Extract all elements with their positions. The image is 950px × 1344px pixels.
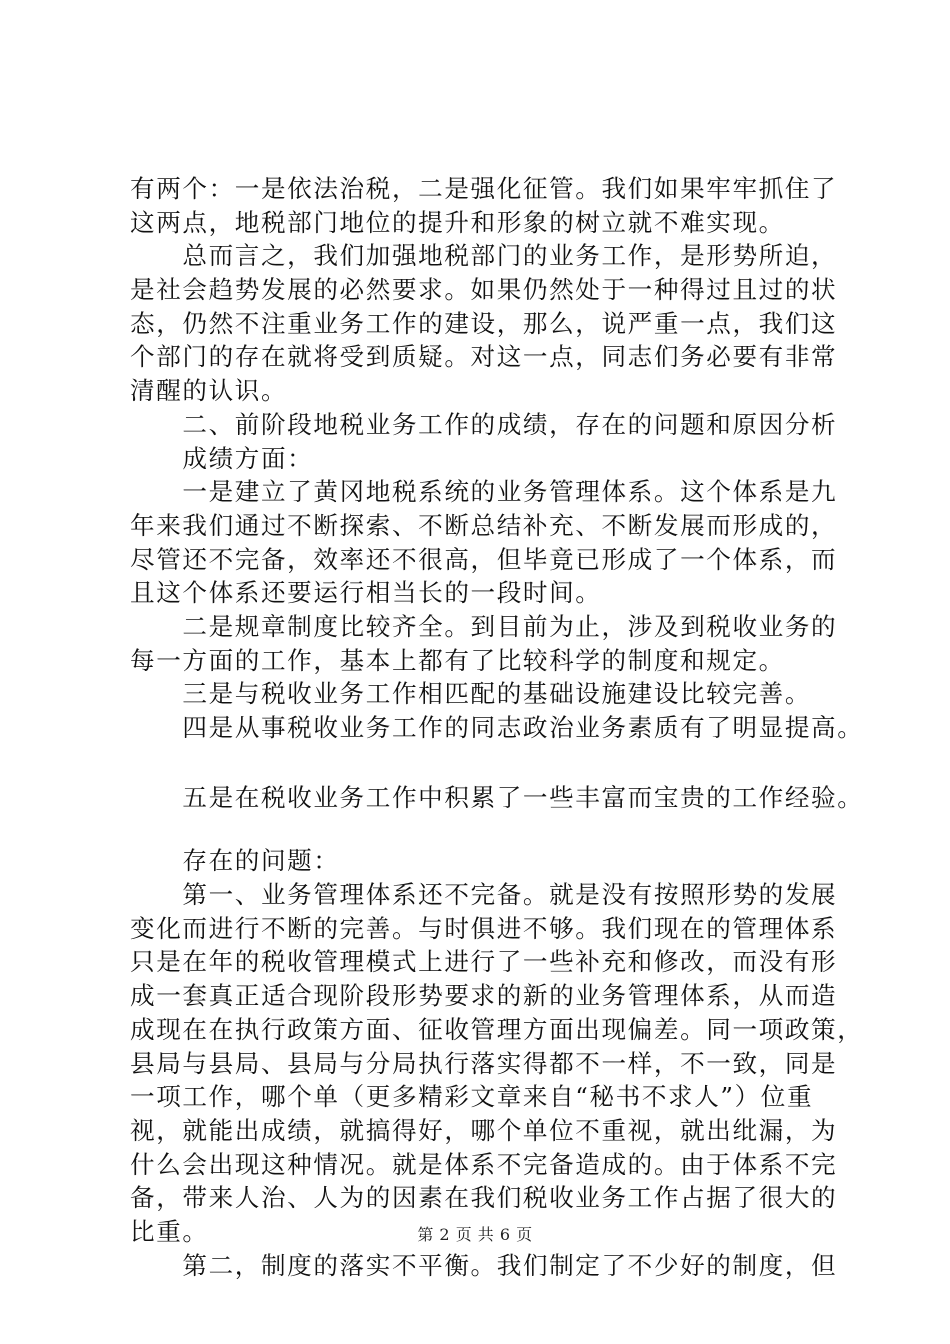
- text-line: 只是在年的税收管理模式上进行了一些补充和修改，而没有形: [130, 947, 838, 977]
- text-line: 县局与县局、县局与分局执行落实得都不一样，不一致，同是: [130, 1048, 838, 1078]
- text-line: 备，带来人治、人为的因素在我们税收业务工作占据了很大的: [130, 1183, 838, 1213]
- text-line: 个部门的存在就将受到质疑。对这一点，同志们务必要有非常: [130, 342, 838, 372]
- text-line: 第二，制度的落实不平衡。我们制定了不少好的制度，但: [130, 1250, 838, 1280]
- text-line: 比重。: [130, 1216, 209, 1246]
- text-line: 什么会出现这种情况。就是体系不完备造成的。由于体系不完: [130, 1149, 838, 1179]
- text-line: 三是与税收业务工作相匹配的基础设施建设比较完善。: [130, 679, 812, 709]
- text-line: 每一方面的工作，基本上都有了比较科学的制度和规定。: [130, 645, 785, 675]
- text-line: 尽管还不完备，效率还不很高，但毕竟已形成了一个体系，而: [130, 544, 838, 574]
- text-line: 这两点，地税部门地位的提升和形象的树立就不难实现。: [130, 207, 785, 237]
- text-line: 有两个：一是依法治税，二是强化征管。我们如果牢牢抓住了: [130, 174, 838, 203]
- text-line: 且这个体系还要运行相当长的一段时间。: [130, 578, 602, 608]
- text-line: 一是建立了黄冈地税系统的业务管理体系。这个体系是九: [130, 477, 838, 507]
- text-line: 是社会趋势发展的必然要求。如果仍然处于一种得过且过的状: [130, 275, 838, 305]
- text-line: 态，仍然不注重业务工作的建设，那么，说严重一点，我们这: [130, 308, 838, 338]
- text-line: 四是从事税收业务工作的同志政治业务素质有了明显提高。: [130, 713, 864, 742]
- text-line: 第一、业务管理体系还不完备。就是没有按照形势的发展: [130, 880, 838, 910]
- text-line: 二是规章制度比较齐全。到目前为止，涉及到税收业务的: [130, 611, 838, 641]
- subsection-label: 成绩方面：: [130, 443, 314, 473]
- text-line: 年来我们通过不断探索、不断总结补充、不断发展而形成的，: [130, 510, 838, 540]
- text-line: 五是在税收业务工作中积累了一些丰富而宝贵的工作经验。: [130, 782, 864, 812]
- text-line: 成一套真正适合现阶段形势要求的新的业务管理体系，从而造: [130, 981, 838, 1011]
- text-line: 视，就能出成绩，就搞得好，哪个单位不重视，就出纰漏，为: [130, 1115, 838, 1145]
- section-heading: 二、前阶段地税业务工作的成绩，存在的问题和原因分析: [130, 409, 838, 439]
- paragraph-gap: [130, 814, 842, 844]
- paragraph-gap: [130, 745, 842, 781]
- page-number-footer: 第 2 页 共 6 页: [417, 1225, 533, 1244]
- document-body: [130, 172, 864, 1282]
- text-line: 清醒的认识。: [130, 376, 288, 406]
- subsection-label: 存在的问题：: [130, 846, 340, 876]
- text-line: 总而言之，我们加强地税部门的业务工作，是形势所迫，: [130, 241, 838, 271]
- text-line: 成现在在执行政策方面、征收管理方面出现偏差。同一项政策，: [130, 1014, 864, 1044]
- text-line: 变化而进行不断的完善。与时俱进不够。我们现在的管理体系: [130, 913, 838, 943]
- text-line: 一项工作，哪个单（更多精彩文章来自“秘书不求人”）位重: [130, 1082, 814, 1112]
